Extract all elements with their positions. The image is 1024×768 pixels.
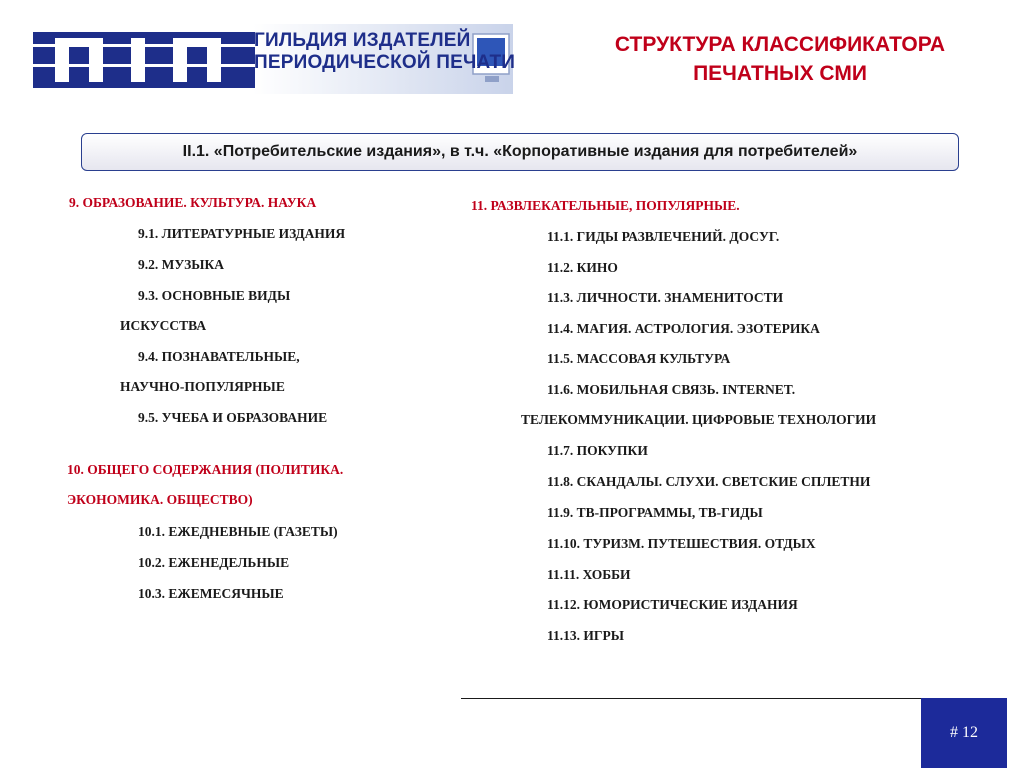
list-item: 9.3. ОСНОВНЫЕ ВИДЫ [138,288,291,303]
list-item: ТЕЛЕКОММУНИКАЦИИ. ЦИФРОВЫЕ ТЕХНОЛОГИИ [521,412,877,427]
section-10-heading-line-1: 10. ОБЩЕГО СОДЕРЖАНИЯ (ПОЛИТИКА. [67,462,344,477]
section-banner: II.1. «Потребительские издания», в т.ч. «Корпоративные издания для потребителей» [81,133,959,171]
list-item: 11.2. КИНО [547,260,618,275]
list-item: 11.8. СКАНДАЛЫ. СЛУХИ. СВЕТСКИЕ СПЛЕТНИ [547,474,871,489]
list-item: 11.11. ХОББИ [547,567,631,582]
list-item: 11.10. ТУРИЗМ. ПУТЕШЕСТВИЯ. ОТДЫХ [547,536,816,551]
title-line-1: СТРУКТУРА КЛАССИФИКАТОРА [614,33,946,56]
logo-line-2: ПЕРИОДИЧЕСКОЙ ПЕЧАТИ [254,52,516,73]
list-item: 11.4. МАГИЯ. АСТРОЛОГИЯ. ЭЗОТЕРИКА [547,321,820,336]
section-11-heading: 11. РАЗВЛЕКАТЕЛЬНЫЕ, ПОПУЛЯРНЫЕ. [471,198,740,213]
list-item: 11.12. ЮМОРИСТИЧЕСКИЕ ИЗДАНИЯ [547,597,798,612]
list-item: 11.6. МОБИЛЬНАЯ СВЯЗЬ. INTERNET. [547,382,796,397]
list-item: 9.1. ЛИТЕРАТУРНЫЕ ИЗДАНИЯ [138,226,346,241]
list-item: 9.4. ПОЗНАВАТЕЛЬНЫЕ, [138,349,300,364]
logo-line-1: ГИЛЬДИЯ ИЗДАТЕЛЕЙ [254,30,471,51]
list-item: 11.5. МАССОВАЯ КУЛЬТУРА [547,351,731,366]
list-item: 11.9. ТВ-ПРОГРАММЫ, ТВ-ГИДЫ [547,505,763,520]
slide-title [560,30,1000,88]
list-item: ИСКУССТВА [120,318,207,333]
list-item: 10.2. ЕЖЕНЕДЕЛЬНЫЕ [138,555,290,570]
list-item: 11.1. ГИДЫ РАЗВЛЕЧЕНИЙ. ДОСУГ. [547,229,780,244]
list-item: 11.3. ЛИЧНОСТИ. ЗНАМЕНИТОСТИ [547,290,784,305]
section-10-heading-line-2: ЭКОНОМИКА. ОБЩЕСТВО) [67,492,253,507]
list-item: НАУЧНО-ПОПУЛЯРНЫЕ [120,379,285,394]
footer-divider [461,698,921,699]
list-item: 9.5. УЧЕБА И ОБРАЗОВАНИЕ [138,410,328,425]
list-item: 10.1. ЕЖЕДНЕВНЫЕ (ГАЗЕТЫ) [138,524,338,539]
list-item: 9.2. МУЗЫКА [138,257,225,272]
page-number: # 12 [921,698,1007,768]
logo-text [254,30,515,74]
list-item: 10.3. ЕЖЕМЕСЯЧНЫЕ [138,586,284,601]
list-item: 11.13. ИГРЫ [547,628,624,643]
section-9-heading: 9. ОБРАЗОВАНИЕ. КУЛЬТУРА. НАУКА [69,195,317,210]
title-line-2: ПЕЧАТНЫХ СМИ [693,62,867,85]
list-item: 11.7. ПОКУПКИ [547,443,648,458]
